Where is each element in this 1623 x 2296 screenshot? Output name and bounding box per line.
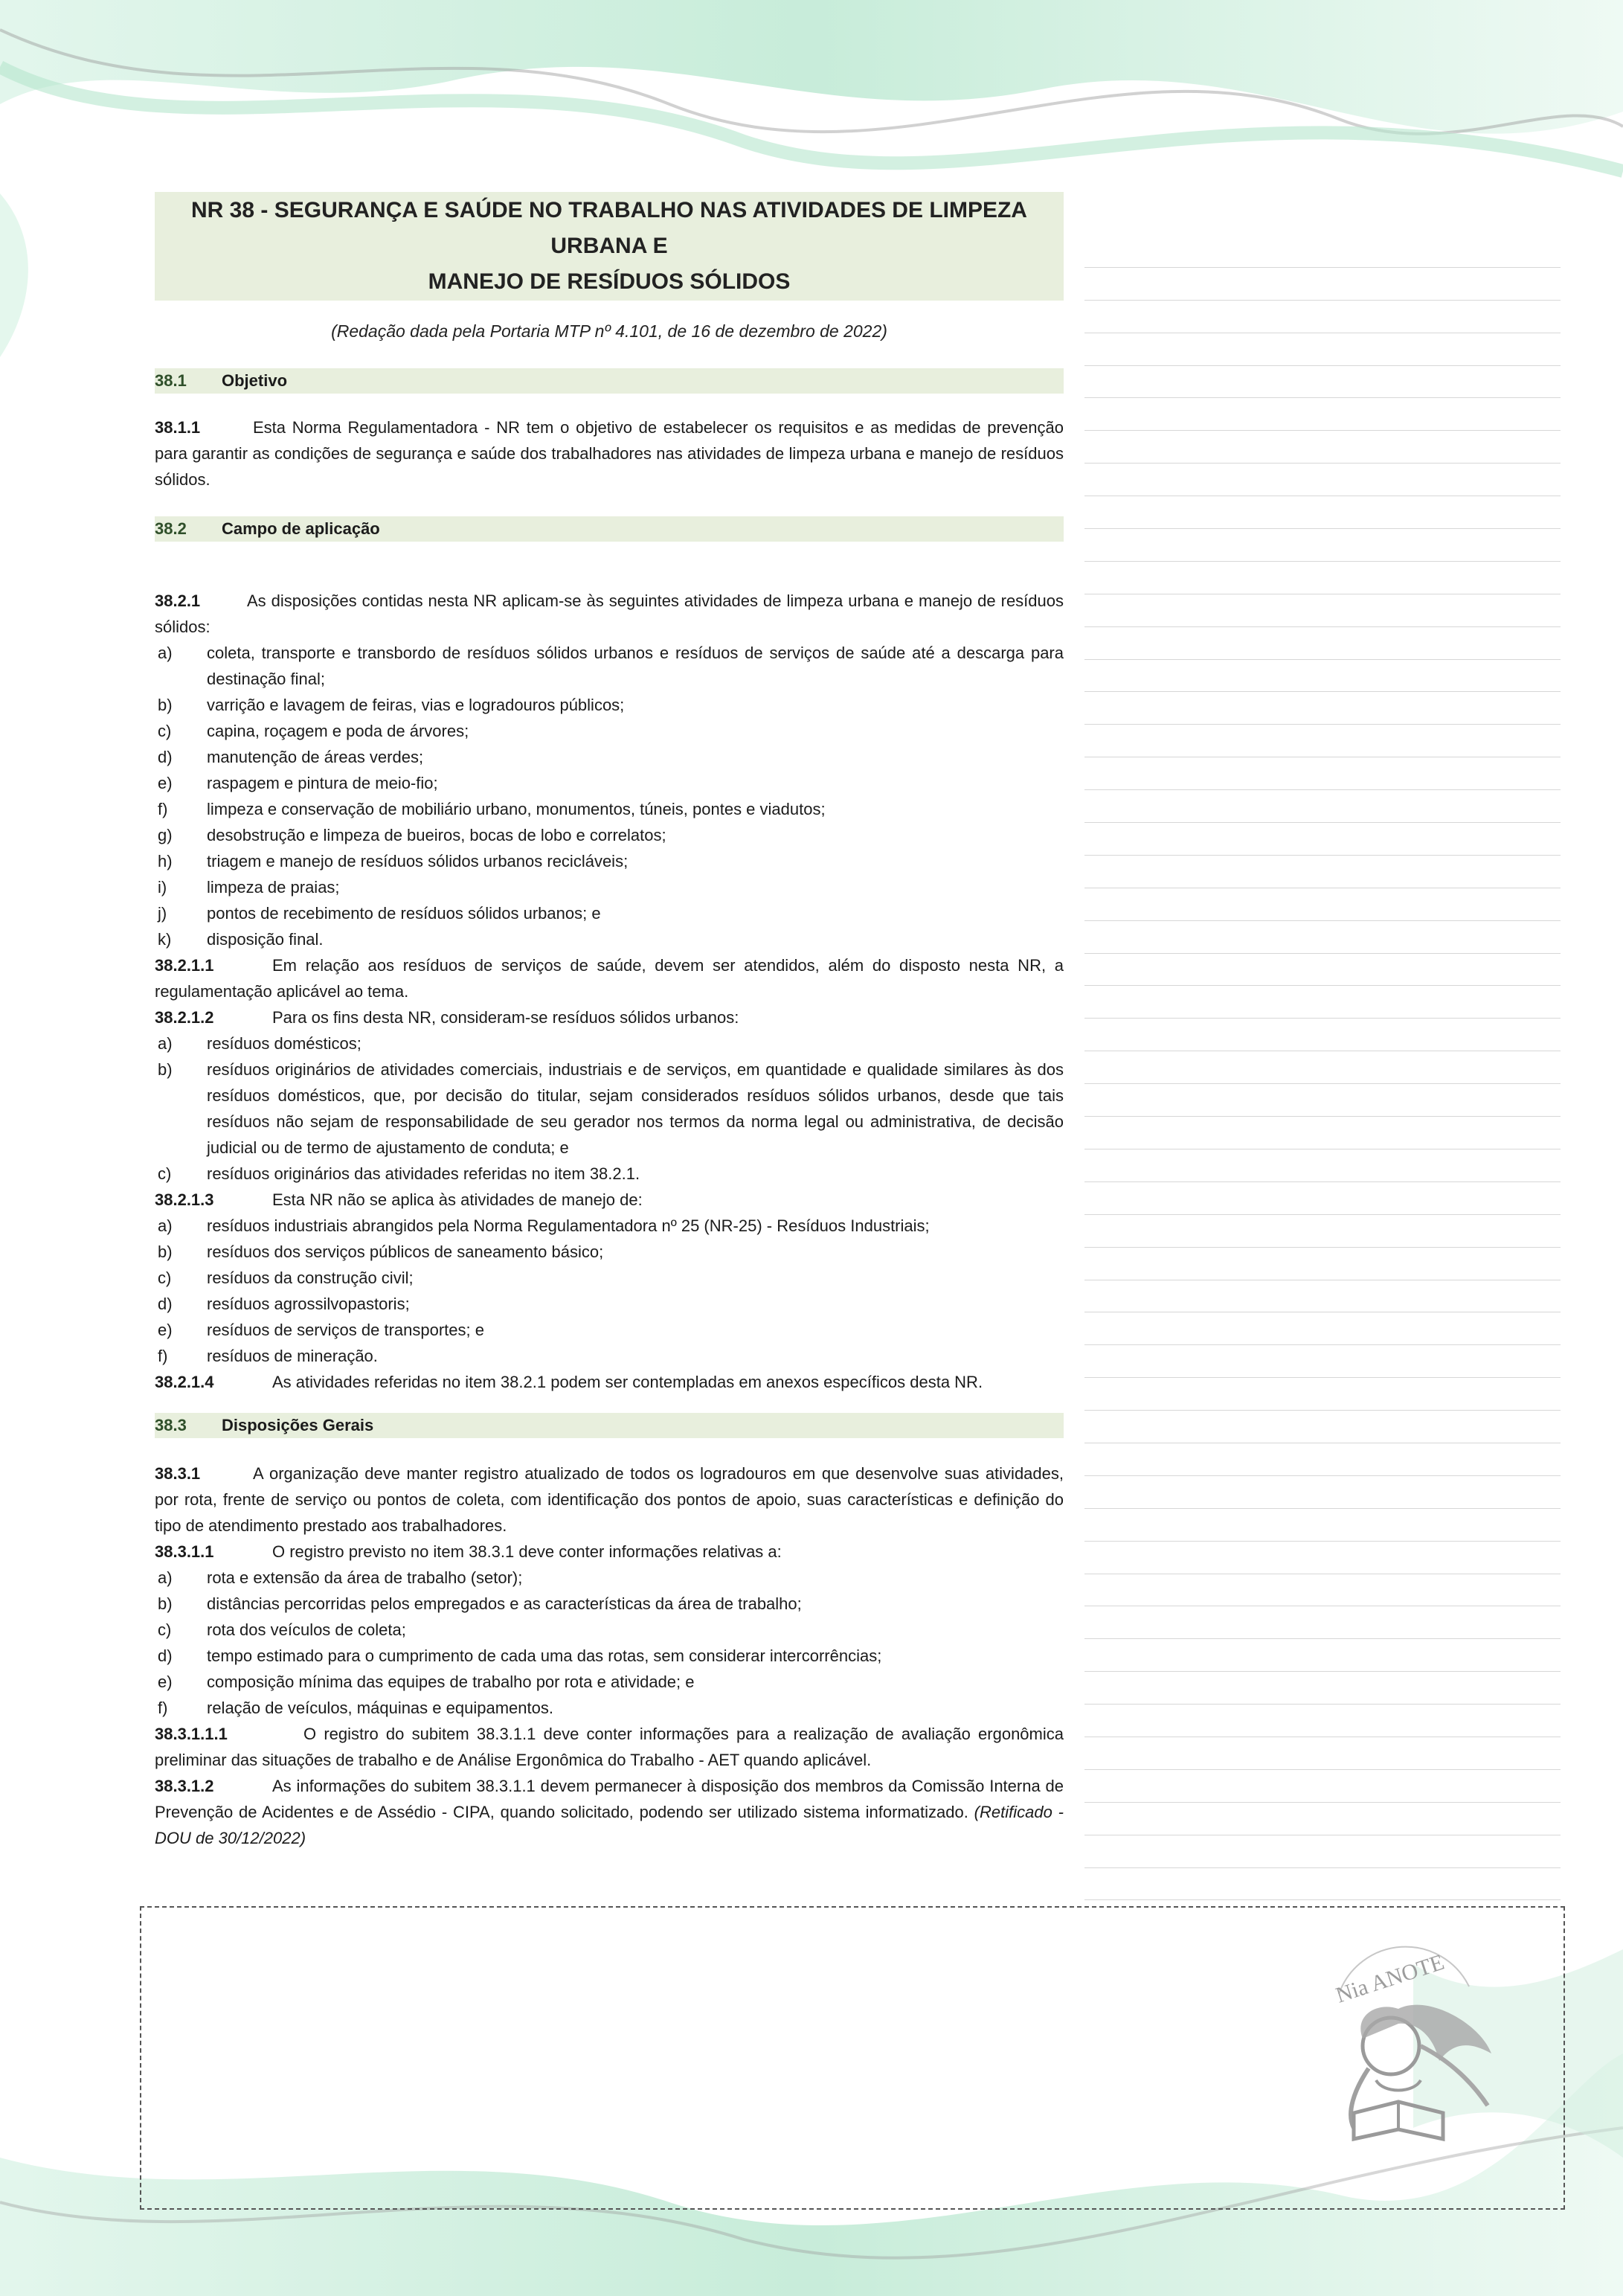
paragraph-text: Para os fins desta NR, consideram-se resíduos sólidos urbanos: — [272, 1008, 739, 1027]
paragraph-38-2-1-2 — [155, 1004, 1064, 1030]
ruled-line — [1084, 627, 1561, 660]
paragraph-38-2-1-1 — [155, 952, 1064, 1004]
list-item — [155, 1265, 1064, 1291]
list-item-text: resíduos industriais abrangidos pela Norma Regulamentadora nº 25 (NR-25) - Resíduos Industriais; — [207, 1216, 930, 1235]
list-item-letter: i) — [158, 878, 167, 897]
ruled-line — [1084, 1149, 1561, 1182]
list-item — [155, 744, 1064, 770]
list-item — [155, 692, 1064, 718]
ruled-line — [1084, 1019, 1561, 1051]
list-item-letter: b) — [158, 1060, 173, 1079]
ruled-line — [1084, 1248, 1561, 1280]
list-item-letter: h) — [158, 852, 173, 870]
paragraph-text: A organização deve manter registro atualizado de todos os logradouros em que desenvolve suas atividades, por rota, frente de serviço ou pontos de coleta, com identificação dos pontos de apoio, suas características e definição do tipo de atendimento prestado aos trabalhadores. — [155, 1464, 1064, 1535]
list-item — [155, 770, 1064, 796]
list-item — [155, 1695, 1064, 1721]
section-title: Disposições Gerais — [222, 1416, 374, 1434]
ruled-line — [1084, 1509, 1561, 1542]
ruled-line — [1084, 431, 1561, 464]
list-item-letter: f) — [158, 800, 168, 818]
ruled-line — [1084, 562, 1561, 594]
ruled-line — [1084, 986, 1561, 1019]
ruled-line — [1084, 1737, 1561, 1770]
list-item-text: varrição e lavagem de feiras, vias e logradouros públicos; — [207, 696, 625, 714]
ruled-line — [1084, 1215, 1561, 1248]
list-item-letter: a) — [158, 1568, 173, 1587]
ruled-line — [1084, 496, 1561, 529]
ruled-line — [1084, 1770, 1561, 1803]
ruled-line — [1084, 1639, 1561, 1672]
paragraph-number: 38.3.1.1.1 — [155, 1725, 228, 1743]
ruled-line — [1084, 1378, 1561, 1411]
notes-ruled-lines — [1084, 235, 1561, 1900]
list-item — [155, 718, 1064, 744]
list-item-text: capina, roçagem e poda de árvores; — [207, 722, 469, 740]
paragraph-number: 38.2.1.3 — [155, 1190, 214, 1209]
ruled-line — [1084, 757, 1561, 790]
list-item — [155, 1669, 1064, 1695]
list-item — [155, 1591, 1064, 1617]
list-38-2-1 — [155, 640, 1064, 952]
ruled-line — [1084, 1443, 1561, 1476]
list-item-letter: e) — [158, 774, 173, 792]
paragraph-38-2-1-3 — [155, 1187, 1064, 1213]
ruled-line — [1084, 1574, 1561, 1607]
paragraph-text: Em relação aos resíduos de serviços de saúde, devem ser atendidos, além do disposto nesta NR, a regulamentação aplicável ao tema. — [155, 956, 1064, 1001]
list-item-letter: b) — [158, 1594, 173, 1613]
ruled-line — [1084, 333, 1561, 366]
list-item — [155, 1213, 1064, 1239]
list-item-letter: b) — [158, 1242, 173, 1261]
list-item — [155, 1617, 1064, 1643]
paragraph-38-2-1-4 — [155, 1369, 1064, 1395]
list-item-text: resíduos de mineração. — [207, 1347, 378, 1365]
list-item-text: limpeza e conservação de mobiliário urbano, monumentos, túneis, pontes e viadutos; — [207, 800, 826, 818]
document-subtitle: (Redação dada pela Portaria MTP nº 4.101, de 16 de dezembro de 2022) — [331, 321, 887, 341]
list-38-2-1-2 — [155, 1030, 1064, 1187]
list-item-letter: d) — [158, 748, 173, 766]
list-item — [155, 926, 1064, 952]
list-item-text: triagem e manejo de resíduos sólidos urbanos recicláveis; — [207, 852, 629, 870]
ruled-line — [1084, 1280, 1561, 1313]
section-38-1 — [155, 368, 1064, 394]
ruled-line — [1084, 1051, 1561, 1084]
ruled-line — [1084, 1835, 1561, 1868]
paragraph-38-3-1 — [155, 1460, 1064, 1539]
retification-note: (Retificado - DOU de 30/12/2022) — [155, 1803, 1064, 1847]
list-item — [155, 1291, 1064, 1317]
list-item — [155, 796, 1064, 822]
ruled-line — [1084, 1672, 1561, 1705]
ruled-line — [1084, 366, 1561, 399]
paragraph-38-3-1-1-1 — [155, 1721, 1064, 1773]
list-item-letter: g) — [158, 826, 173, 844]
list-item-letter: c) — [158, 1269, 172, 1287]
ruled-line — [1084, 235, 1561, 268]
list-item-text: resíduos de serviços de transportes; e — [207, 1321, 484, 1339]
ruled-line — [1084, 594, 1561, 627]
section-38-2 — [155, 516, 1064, 542]
list-item-text: composição mínima das equipes de trabalho por rota e atividade; e — [207, 1673, 695, 1691]
title-line-2: URBANA E — [550, 234, 668, 258]
ruled-line — [1084, 301, 1561, 333]
section-title: Objetivo — [222, 371, 288, 390]
list-item-letter: a) — [158, 1216, 173, 1235]
ruled-line — [1084, 1542, 1561, 1574]
list-38-3-1-1 — [155, 1565, 1064, 1721]
paragraph-text: As informações do subitem 38.3.1.1 devem permanecer à disposição dos membros da Comissão Interna de Prevenção de Acidentes e de Assédio - CIPA, quando solicitado, podendo ser utilizado sistema informatizado. — [155, 1777, 1064, 1821]
ruled-line — [1084, 921, 1561, 954]
paragraph-number: 38.2.1.2 — [155, 1008, 214, 1027]
list-item — [155, 822, 1064, 848]
paragraph-38-3-1-1 — [155, 1539, 1064, 1565]
title-line-1: NR 38 - SEGURANÇA E SAÚDE NO TRABALHO NAS ATIVIDADES DE LIMPEZA — [191, 198, 1027, 222]
paragraph-38-2-1 — [155, 588, 1064, 640]
list-item-letter: c) — [158, 722, 172, 740]
document-title — [155, 192, 1064, 301]
ruled-line — [1084, 1312, 1561, 1345]
list-item-text: rota e extensão da área de trabalho (setor); — [207, 1568, 523, 1587]
list-item — [155, 1565, 1064, 1591]
paragraph-number: 38.1.1 — [155, 418, 201, 437]
ruled-line — [1084, 1411, 1561, 1443]
list-item-letter: d) — [158, 1295, 173, 1313]
section-number: 38.1 — [155, 371, 187, 390]
ruled-line — [1084, 464, 1561, 496]
list-item-letter: a) — [158, 644, 173, 662]
paragraph-38-1-1 — [155, 414, 1064, 493]
list-item-letter: e) — [158, 1673, 173, 1691]
list-item-letter: c) — [158, 1164, 172, 1183]
list-item-text: limpeza de praias; — [207, 878, 340, 897]
list-item-text: desobstrução e limpeza de bueiros, bocas de lobo e correlatos; — [207, 826, 666, 844]
ruled-line — [1084, 1084, 1561, 1117]
list-item-letter: e) — [158, 1321, 173, 1339]
ruled-line — [1084, 1117, 1561, 1149]
list-item — [155, 640, 1064, 692]
list-item-text: resíduos da construção civil; — [207, 1269, 414, 1287]
list-item — [155, 1643, 1064, 1669]
list-item-letter: k) — [158, 930, 172, 949]
list-item-text: resíduos domésticos; — [207, 1034, 361, 1053]
ruled-line — [1084, 888, 1561, 921]
ruled-line — [1084, 954, 1561, 987]
list-38-2-1-3 — [155, 1213, 1064, 1369]
list-item-letter: d) — [158, 1646, 173, 1665]
section-38-3 — [155, 1413, 1064, 1438]
list-item-letter: b) — [158, 696, 173, 714]
nia-anote-logo — [1309, 1934, 1495, 2150]
ruled-line — [1084, 725, 1561, 757]
logo-text: Nia ANOTE — [1332, 1949, 1447, 2008]
list-item-text: manutenção de áreas verdes; — [207, 748, 424, 766]
paragraph-text: O registro do subitem 38.3.1.1 deve conter informações para a realização de avaliação ergonômica preliminar das situações de trabalho e de Análise Ergonômica do Trabalho - AET quando aplicável. — [155, 1725, 1064, 1769]
list-item-text: disposição final. — [207, 930, 324, 949]
list-item-text: raspagem e pintura de meio-fio; — [207, 774, 438, 792]
paragraph-text: As atividades referidas no item 38.2.1 podem ser contempladas em anexos específicos desta NR. — [272, 1373, 983, 1391]
ruled-line — [1084, 856, 1561, 888]
paragraph-38-3-1-2 — [155, 1773, 1064, 1851]
ruled-line — [1084, 268, 1561, 301]
paragraph-number: 38.3.1.2 — [155, 1777, 214, 1795]
list-item-letter: f) — [158, 1347, 168, 1365]
ruled-line — [1084, 529, 1561, 562]
list-item — [155, 1161, 1064, 1187]
list-item-letter: a) — [158, 1034, 173, 1053]
ruled-line — [1084, 1868, 1561, 1901]
list-item-text: coleta, transporte e transbordo de resíduos sólidos urbanos e resíduos de serviços de saúde até a descarga para destinação final; — [207, 644, 1064, 688]
paragraph-text: As disposições contidas nesta NR aplicam-se às seguintes atividades de limpeza urbana e manejo de resíduos sólidos: — [155, 591, 1064, 636]
list-item-text: resíduos originários das atividades referidas no item 38.2.1. — [207, 1164, 640, 1183]
list-item-text: resíduos originários de atividades comerciais, industriais e de serviços, em quantidade e qualidade similares às dos resíduos domésticos, que, por decisão do titular, sejam considerados resíduos sólidos urbanos, desde que tais resíduos não sejam de responsabilidade de seu gerador nos termos da norma legal ou administrativa, de decisão judicial ou de termo de ajustamento de conduta; e — [207, 1060, 1064, 1157]
ruled-line — [1084, 823, 1561, 856]
list-item-text: relação de veículos, máquinas e equipamentos. — [207, 1699, 553, 1717]
paragraph-number: 38.2.1 — [155, 591, 201, 610]
ruled-line — [1084, 1345, 1561, 1378]
list-item — [155, 1030, 1064, 1056]
ruled-line — [1084, 398, 1561, 431]
paragraph-text: O registro previsto no item 38.3.1 deve conter informações relativas a: — [272, 1542, 782, 1561]
list-item-text: rota dos veículos de coleta; — [207, 1620, 406, 1639]
document — [155, 192, 1064, 1851]
list-item-text: tempo estimado para o cumprimento de cada uma das rotas, sem considerar intercorrências; — [207, 1646, 882, 1665]
title-line-3: MANEJO DE RESÍDUOS SÓLIDOS — [428, 269, 791, 294]
paragraph-number: 38.2.1.4 — [155, 1373, 214, 1391]
paragraph-number: 38.2.1.1 — [155, 956, 214, 975]
paragraph-number: 38.3.1.1 — [155, 1542, 214, 1561]
ruled-line — [1084, 660, 1561, 693]
paragraph-text: Esta NR não se aplica às atividades de manejo de: — [272, 1190, 643, 1209]
list-item — [155, 1343, 1064, 1369]
ruled-line — [1084, 1182, 1561, 1215]
ruled-line — [1084, 1803, 1561, 1835]
ruled-line — [1084, 1705, 1561, 1737]
ruled-line — [1084, 1606, 1561, 1639]
section-title: Campo de aplicação — [222, 519, 380, 538]
list-item-text: resíduos dos serviços públicos de saneamento básico; — [207, 1242, 604, 1261]
list-item — [155, 1317, 1064, 1343]
section-number: 38.2 — [155, 519, 187, 538]
list-item-text: distâncias percorridas pelos empregados e as características da área de trabalho; — [207, 1594, 802, 1613]
list-item-text: resíduos agrossilvopastoris; — [207, 1295, 410, 1313]
list-item — [155, 874, 1064, 900]
ruled-line — [1084, 692, 1561, 725]
section-number: 38.3 — [155, 1416, 187, 1434]
ruled-line — [1084, 790, 1561, 823]
paragraph-text: Esta Norma Regulamentadora - NR tem o objetivo de estabelecer os requisitos e as medidas de prevenção para garantir as condições de segurança e saúde dos trabalhadores nas atividades de limpeza urbana e manejo de resíduos sólidos. — [155, 418, 1064, 489]
list-item-letter: j) — [158, 904, 167, 923]
list-item — [155, 848, 1064, 874]
paragraph-number: 38.3.1 — [155, 1464, 201, 1483]
list-item-letter: f) — [158, 1699, 168, 1717]
list-item — [155, 1056, 1064, 1161]
list-item — [155, 1239, 1064, 1265]
list-item-letter: c) — [158, 1620, 172, 1639]
ruled-line — [1084, 1476, 1561, 1509]
list-item — [155, 900, 1064, 926]
list-item-text: pontos de recebimento de resíduos sólidos urbanos; e — [207, 904, 601, 923]
